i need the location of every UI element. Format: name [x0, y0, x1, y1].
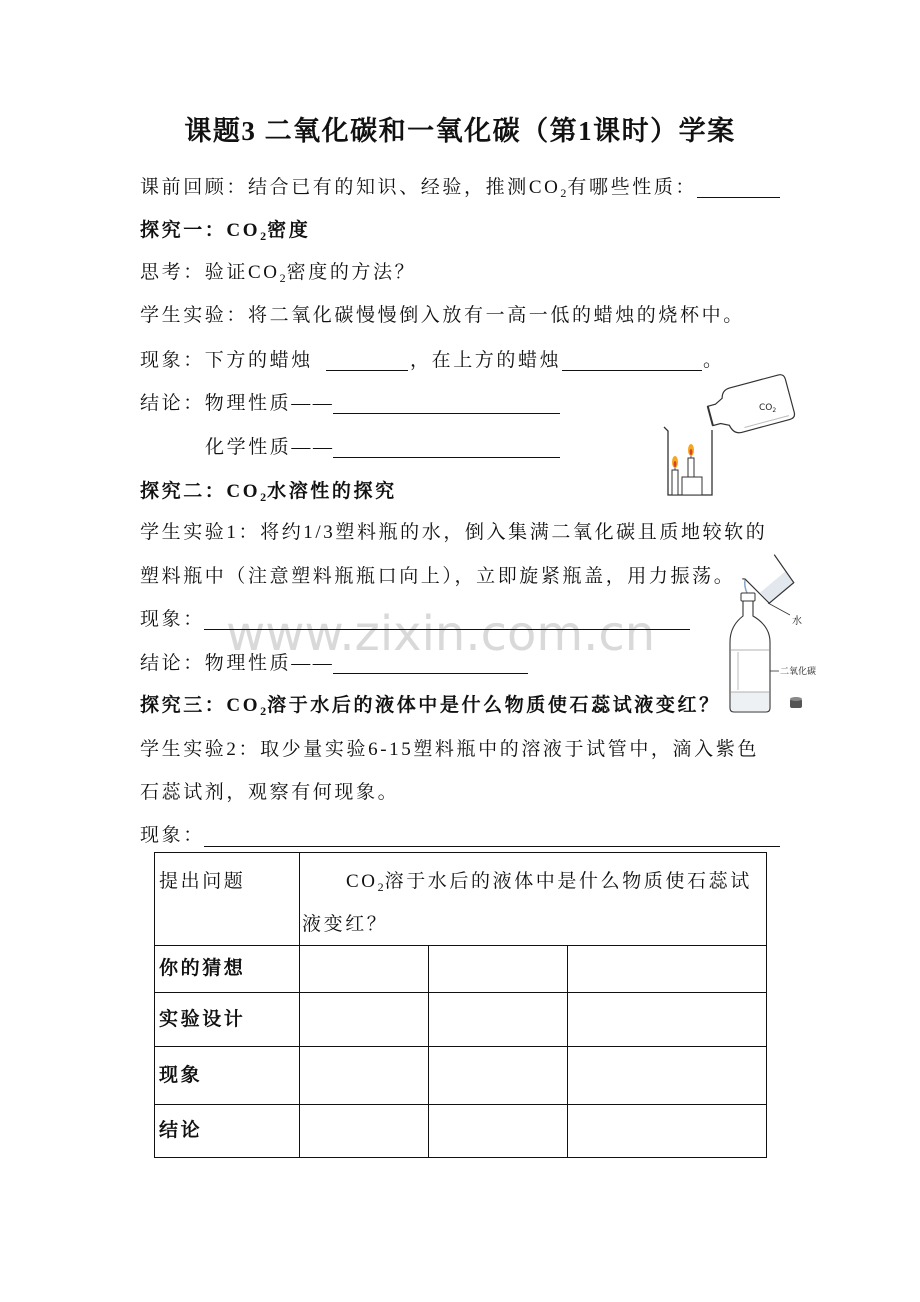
heading-text-after: 密度	[267, 220, 311, 241]
inquiry1-phenomenon-middle: ，在上方的蜡烛	[410, 350, 562, 371]
think-text-after: 密度的方法？	[286, 262, 417, 283]
heading-text: 探究三：	[140, 695, 227, 716]
bottle-cap	[790, 697, 802, 708]
heading-text: 探究一：	[140, 220, 227, 241]
table-label-phenomenon: 现象	[155, 1047, 300, 1105]
inquiry3-heading	[140, 693, 721, 720]
table-label-conclusion: 结论	[155, 1105, 300, 1158]
chem-formula: CO	[248, 262, 280, 283]
think-text: 思考：验证	[140, 262, 249, 283]
high-candle	[688, 444, 694, 477]
inquiry2-phenomenon-label: 现象：	[140, 609, 205, 630]
chemical-property-blank	[333, 457, 560, 458]
candle-beaker-figure	[655, 370, 800, 500]
inquiry2-conclusion-blank	[333, 673, 528, 674]
table-row-conclusion	[155, 1105, 767, 1158]
review-answer-blank	[697, 197, 780, 198]
table-row-design	[155, 993, 767, 1047]
plastic-bottle-figure	[722, 552, 822, 720]
inquiry-table	[154, 852, 767, 1158]
co2-gas-jar	[705, 373, 796, 439]
chem-subscript: 2	[260, 490, 268, 504]
heading-text-after: 水溶性的探究	[267, 481, 397, 502]
table-row-guess	[155, 946, 767, 993]
table-row-phenomenon	[155, 1047, 767, 1105]
table-question-cell	[300, 853, 767, 946]
table-cell	[429, 993, 568, 1047]
chem-formula: CO	[226, 481, 261, 502]
review-text-after: 有哪些性质：	[567, 177, 698, 198]
water-label: 水	[792, 616, 802, 627]
inquiry3-phenomenon-label: 现象：	[140, 825, 205, 846]
watermark: www.zixin.com.cn	[226, 606, 656, 662]
chem-formula: CO	[346, 871, 378, 892]
table-cell	[568, 993, 767, 1047]
plastic-bottle	[730, 593, 770, 712]
table-cell	[300, 946, 429, 993]
inquiry2-heading	[140, 479, 397, 506]
table-label-question: 提出问题	[155, 853, 300, 946]
inquiry2-experiment-line2: 塑料瓶中（注意塑料瓶瓶口向上），立即旋紧瓶盖，用力振荡。	[140, 566, 736, 587]
chem-formula: CO	[528, 177, 561, 198]
water-leader-line	[768, 603, 790, 615]
inquiry3-experiment-line2: 石蕊试剂，观察有何现象。	[140, 782, 400, 803]
table-cell	[429, 1047, 568, 1105]
inquiry1-conclusion-physical: 结论：物理性质——	[140, 393, 335, 414]
low-candle	[672, 456, 678, 495]
inquiry2-experiment-line1: 学生实验1：将约1/3塑料瓶的水，倒入集满二氧化碳且质地较软的	[140, 522, 768, 543]
chem-formula: CO	[226, 220, 261, 241]
review-text: 课前回顾：结合已有的知识、经验，推测	[140, 177, 529, 198]
chem-subscript: 2	[560, 186, 568, 200]
chem-subscript: 2	[377, 880, 385, 894]
water-stream	[745, 580, 747, 593]
co2-jar-label: $CO_2$	[759, 403, 777, 414]
inquiry2-conclusion-physical: 结论：物理性质——	[140, 653, 335, 674]
candle-stand	[682, 477, 702, 495]
inquiry1-heading	[140, 218, 310, 245]
inquiry1-conclusion-chemical: 化学性质——	[205, 437, 335, 458]
inquiry1-think	[140, 260, 416, 287]
table-cell	[568, 1105, 767, 1158]
lower-candle-blank	[326, 370, 408, 371]
inquiry1-phenomenon-end: 。	[703, 350, 725, 371]
heading-text: 探究二：	[140, 481, 227, 502]
chem-subscript: 2	[279, 271, 287, 285]
table-cell	[568, 1047, 767, 1105]
inquiry1-phenomenon-label: 现象：下方的蜡烛	[140, 350, 313, 371]
co2-bottle-label: 二氧化碳	[780, 667, 817, 677]
table-label-guess: 你的猜想	[155, 946, 300, 993]
question-text: 溶于水后的液体中是什么物质使石蕊试液变红？	[302, 871, 752, 935]
chem-subscript: 2	[260, 229, 268, 243]
inquiry2-phenomenon-blank	[204, 629, 690, 630]
physical-property-blank	[333, 413, 560, 414]
review-line	[140, 175, 697, 202]
table-cell	[300, 1047, 429, 1105]
table-cell	[429, 946, 568, 993]
chem-formula: CO	[226, 695, 261, 716]
table-cell	[300, 993, 429, 1047]
page-title: 课题3 二氧化碳和一氧化碳（第1课时）学案	[184, 116, 736, 146]
table-cell	[568, 946, 767, 993]
table-label-design: 实验设计	[155, 993, 300, 1047]
inquiry3-phenomenon-blank	[204, 846, 780, 847]
table-cell	[300, 1105, 429, 1158]
table-cell	[429, 1105, 568, 1158]
table-row-question	[155, 853, 767, 946]
inquiry3-experiment-line1: 学生实验2：取少量实验6-15塑料瓶中的溶液于试管中，滴入紫色	[140, 739, 759, 760]
heading-text-after: 溶于水后的液体中是什么物质使石蕊试液变红？	[267, 695, 721, 716]
inquiry1-experiment: 学生实验：将二氧化碳慢慢倒入放有一高一低的蜡烛的烧杯中。	[140, 305, 745, 326]
chem-subscript: 2	[260, 704, 268, 718]
